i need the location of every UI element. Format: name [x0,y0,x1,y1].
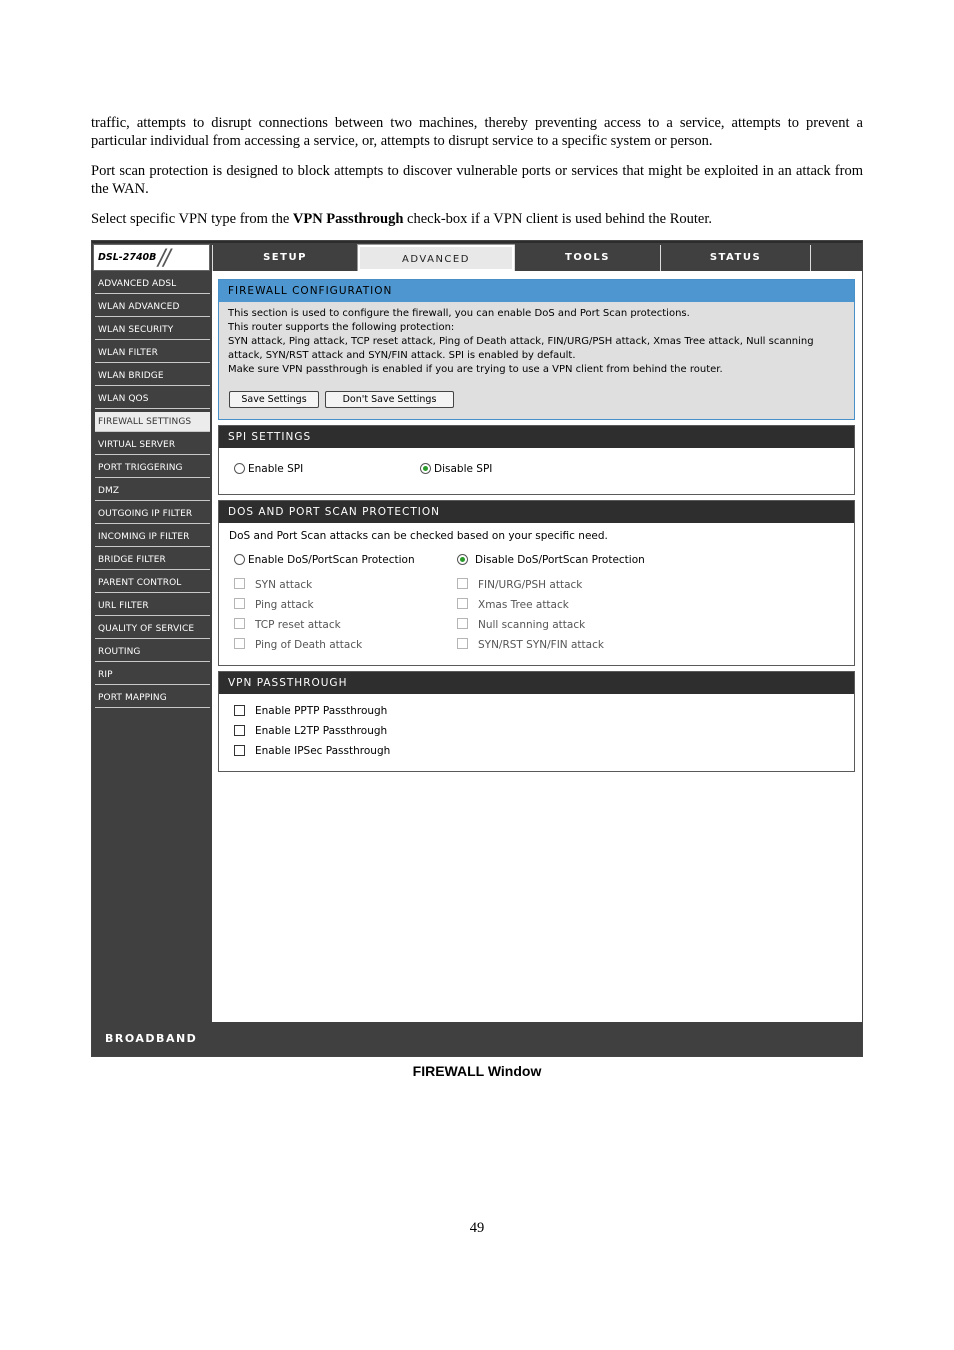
page-number: 49 [469,1220,485,1236]
disable-dos-label: Disable DoS/PortScan Protection [475,554,645,566]
enable-dos-label: Enable DoS/PortScan Protection [248,554,415,566]
disable-spi-radio[interactable] [420,463,431,474]
figure-caption: FIREWALL Window [412,1063,542,1079]
attack-label: Ping of Death attack [255,639,363,651]
sidebar-item-port-triggering[interactable]: PORT TRIGGERING [95,458,210,478]
sidebar-item-wlan-advanced[interactable]: WLAN ADVANCED [95,297,210,317]
sidebar-item-url-filter[interactable]: URL FILTER [95,596,210,616]
vpn-text-prefix: Select specific VPN type from the [91,211,293,227]
sidebar-item-wlan-qos[interactable]: WLAN QOS [95,389,210,409]
sidebar-item-firewall-settings[interactable]: FIREWALL SETTINGS [95,412,210,432]
model-logo [93,244,210,271]
firewall-configuration-panel [218,279,855,420]
dont-save-settings-button[interactable]: Don't Save Settings [325,391,454,408]
sidebar-item-bridge-filter[interactable]: BRIDGE FILTER [95,550,210,570]
top-navigation-bar [92,241,862,271]
sidebar-item-virtual-server[interactable]: VIRTUAL SERVER [95,435,210,455]
vpn-passthrough-term: VPN Passthrough [292,211,404,227]
footer-brand-text: BROADBAND [105,1032,198,1045]
attack-label: Xmas Tree attack [478,599,569,611]
dos-protection-title: DOS AND PORT SCAN PROTECTION [219,501,854,523]
body-paragraph-dos: traffic, attempts to disrupt connections between two machines, thereby preventing access to a service, attempts to prevent a particular individual from accessing a service, or, attempts to disrupt service to a specific system or person. [91,115,863,149]
sidebar-item-dmz[interactable]: DMZ [95,481,210,501]
tcp-reset-attack-checkbox[interactable] [234,618,245,629]
dos-protection-panel [218,500,855,666]
firewall-configuration-title: FIREWALL CONFIGURATION [219,280,854,302]
attack-label: FIN/URG/PSH attack [478,579,583,591]
body-paragraph-vpn [91,210,863,228]
enable-spi-label: Enable SPI [248,463,304,475]
enable-spi-radio[interactable] [234,463,245,474]
attack-label: SYN attack [255,579,313,591]
sidebar-item-routing[interactable]: ROUTING [95,642,210,662]
pptp-passthrough-checkbox[interactable] [234,705,245,716]
logo-slashes-icon: // [158,246,169,271]
l2tp-passthrough-checkbox[interactable] [234,725,245,736]
sidebar-item-rip[interactable]: RIP [95,665,210,685]
disable-spi-label: Disable SPI [434,463,493,475]
xmas-tree-checkbox[interactable] [457,598,468,609]
syn-attack-checkbox[interactable] [234,578,245,589]
spi-settings-title: SPI SETTINGS [219,426,854,448]
vpn-passthrough-title: VPN PASSTHROUGH [219,672,854,694]
syn-rst-syn-fin-checkbox[interactable] [457,638,468,649]
sidebar-item-outgoing-ip-filter[interactable]: OUTGOING IP FILTER [95,504,210,524]
firewall-description-line: SYN attack, Ping attack, TCP reset attack, Ping of Death attack, FIN/URG/PSH attack, Xmas Tree attack, Null scanning [228,336,814,347]
vpn-passthrough-panel [218,671,855,772]
main-content [212,271,862,1022]
sidebar-item-port-mapping[interactable]: PORT MAPPING [95,688,210,708]
firewall-description-line: This section is used to configure the firewall, you can enable DoS and Port Scan protections. [228,308,690,319]
ping-attack-checkbox[interactable] [234,598,245,609]
body-paragraph-port-scan: Port scan protection is designed to block attempts to discover vulnerable ports or services that might be exploited in an attack from the WAN. [91,163,863,197]
sidebar-item-wlan-bridge[interactable]: WLAN BRIDGE [95,366,210,386]
pptp-passthrough-label: Enable PPTP Passthrough [255,705,388,717]
null-scanning-checkbox[interactable] [457,618,468,629]
l2tp-passthrough-label: Enable L2TP Passthrough [255,725,388,737]
sidebar-item-quality-of-service[interactable]: QUALITY OF SERVICE [95,619,210,639]
ipsec-passthrough-label: Enable IPSec Passthrough [255,745,391,757]
save-settings-button[interactable]: Save Settings [229,391,319,408]
tab-advanced[interactable]: ADVANCED [358,245,514,271]
firewall-description-line: This router supports the following protection: [228,322,455,333]
sidebar [92,271,212,1022]
fin-urg-psh-checkbox[interactable] [457,578,468,589]
attack-label: TCP reset attack [255,619,341,631]
sidebar-item-advanced-adsl[interactable]: ADVANCED ADSL [95,274,210,294]
sidebar-item-wlan-filter[interactable]: WLAN FILTER [95,343,210,363]
router-screenshot [91,240,863,1057]
dos-description: DoS and Port Scan attacks can be checked based on your specific need. [229,530,608,542]
tab-spacer [810,245,862,271]
attack-label: Ping attack [255,599,314,611]
firewall-description-line: attack, SYN/RST attack and SYN/FIN attack. SPI is enabled by default. [228,350,576,361]
firewall-description-line: Make sure VPN passthrough is enabled if you are trying to use a VPN client from behind the router. [228,364,723,375]
ping-of-death-checkbox[interactable] [234,638,245,649]
footer-bar [92,1022,862,1056]
sidebar-item-parent-control[interactable]: PARENT CONTROL [95,573,210,593]
disable-dos-radio[interactable] [457,554,468,565]
vpn-text-suffix: check-box if a VPN client is used behind the Router. [403,211,712,227]
sidebar-item-wlan-security[interactable]: WLAN SECURITY [95,320,210,340]
tab-status[interactable]: STATUS [660,245,810,271]
attack-label: Null scanning attack [478,619,586,631]
model-name: DSL-2740B [98,252,157,263]
enable-dos-radio[interactable] [234,554,245,565]
spi-settings-panel [218,425,855,495]
tab-tools[interactable]: TOOLS [514,245,660,271]
sidebar-item-incoming-ip-filter[interactable]: INCOMING IP FILTER [95,527,210,547]
attack-label: SYN/RST SYN/FIN attack [478,639,604,651]
tab-setup[interactable]: SETUP [212,245,357,271]
ipsec-passthrough-checkbox[interactable] [234,745,245,756]
